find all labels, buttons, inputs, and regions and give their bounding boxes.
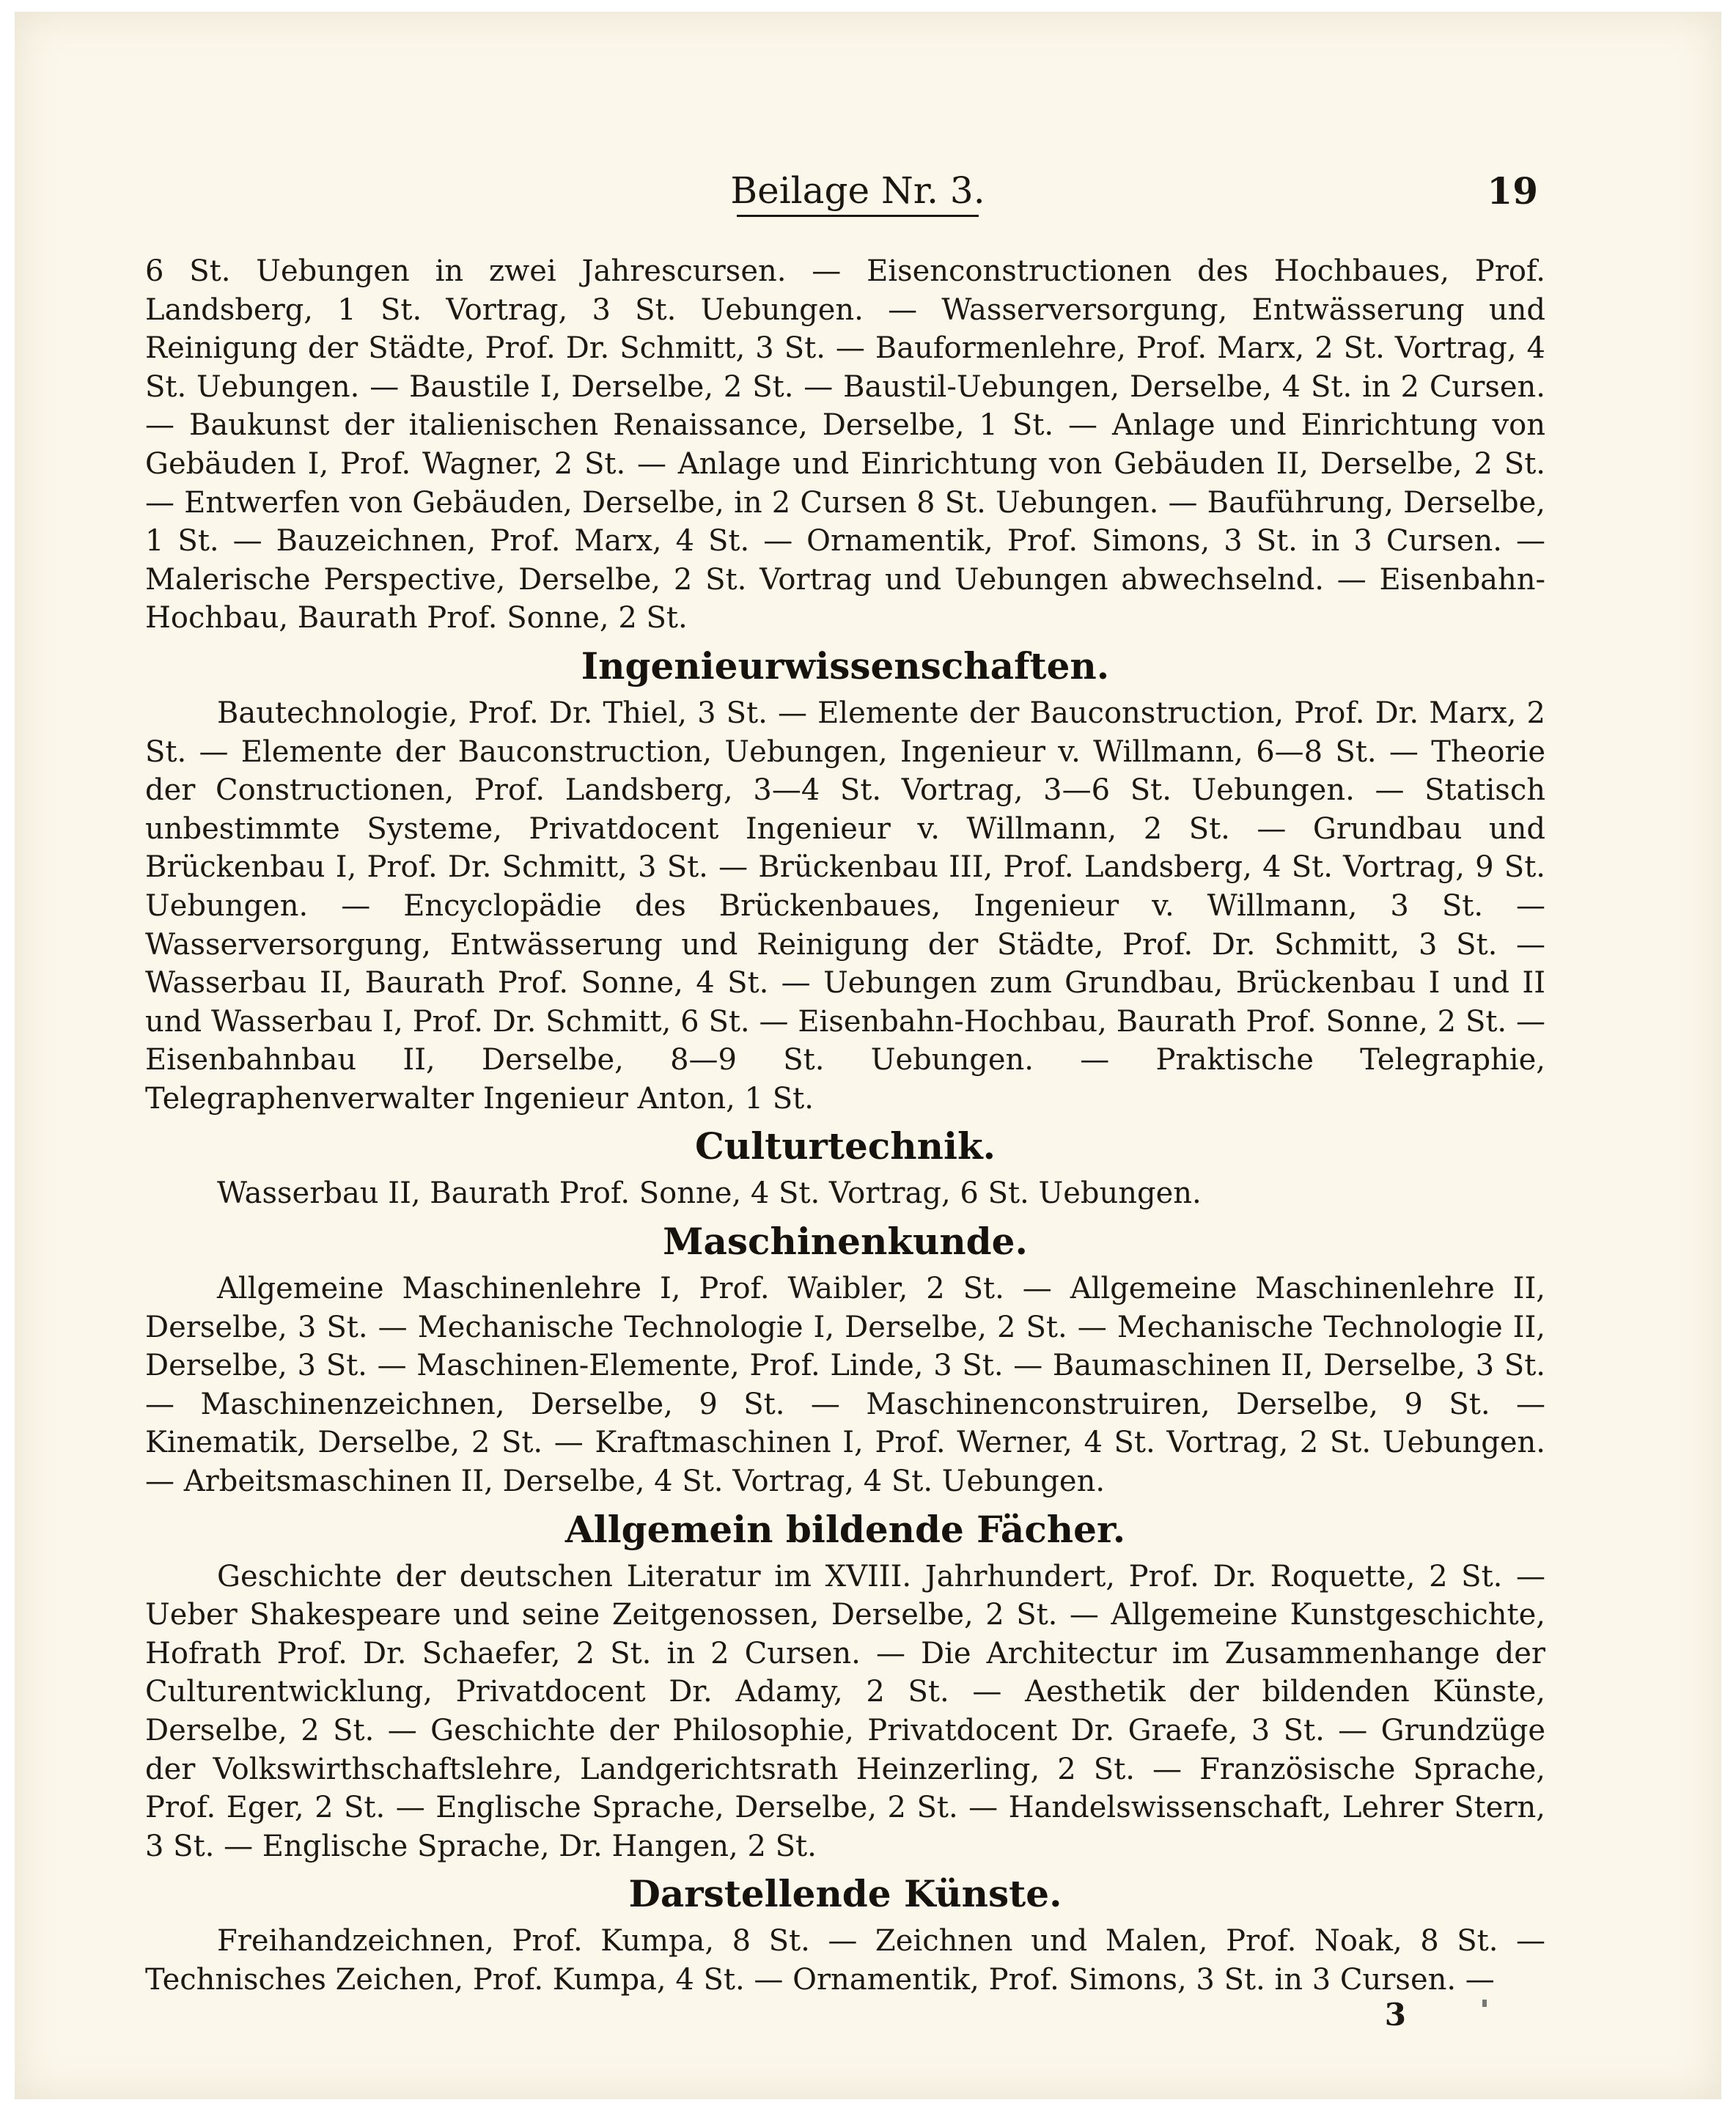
paragraph-maschinenkunde: Allgemeine Maschinenlehre I, Prof. Waibler, 2 St. — Allgemeine Maschinenlehre II, Derselbe, 3 St. — Mechanische Technologie I, Derselbe, 2 St. — Mechanische Technologie II, Derselbe, 3 St. — Maschinen-Elemente, Prof. Linde, 3 St. — Baumaschinen II, Derselbe, 3 St. — Maschinenzeichnen, Derselbe, 9 St. — Maschinenconstruiren, Derselbe, 9 St. — Kinematik, Derselbe, 2 St. — Kraftmaschinen I, Prof. Werner, 4 St. Vortrag, 2 St. Uebungen. — Arbeitsmaschinen II, Derselbe, 4 St. Vortrag, 4 St. Uebungen.: [145, 1272, 1545, 1499]
paragraph-allgemein-bildende-faecher: Geschichte der deutschen Literatur im XVIII. Jahrhundert, Prof. Dr. Roquette, 2 St. — Ueber Shakespeare und seine Zeitgenossen, Derselbe, 2 St. — Allgemeine Kunstgeschichte, Hofrath Prof. Dr. Schaefer, 2 St. in 2 Cursen. — Die Architectur im Zusammenhange der Culturentwicklung, Privatdocent Dr. Adamy, 2 St. — Aesthetik der bildenden Künste, Derselbe, 2 St. — Geschichte der Philosophie, Privatdocent Dr. Graefe, 3 St. — Grundzüge der Volkswirthschaftslehre, Landgerichtsrath Heinzerling, 2 St. — Französische Sprache, Prof. Eger, 2 St. — Englische Sprache, Derselbe, 2 St. — Handelswissenschaft, Lehrer Stern, 3 St. — Englische Sprache, Dr. Hangen, 2 St.: [145, 1559, 1545, 1863]
paragraph-architecture-continued: 6 St. Uebungen in zwei Jahrescursen. — Eisenconstructionen des Hochbaues, Prof. Landsberg, 1 St. Vortrag, 3 St. Uebungen. — Wasserversorgung, Entwässerung und Reinigung der Städte, Prof. Dr. Schmitt, 3 St. — Bauformenlehre, Prof. Marx, 2 St. Vortrag, 4 St. Uebungen. — Baustile I, Derselbe, 2 St. — Baustil-Uebungen, Derselbe, 4 St. in 2 Cursen. — Baukunst der italienischen Renaissance, Derselbe, 1 St. — Anlage und Einrichtung von Gebäuden I, Prof. Wagner, 2 St. — Anlage und Einrichtung von Gebäuden II, Derselbe, 2 St. — Entwerfen von Gebäuden, Derselbe, in 2 Cursen 8 St. Uebungen. — Bauführung, Derselbe, 1 St. — Bauzeichnen, Prof. Marx, 4 St. — Ornamentik, Prof. Simons, 3 St. in 3 Cursen. — Malerische Perspective, Derselbe, 2 St. Vortrag und Uebungen abwechselnd. — Eisenbahn-Hochbau, Baurath Prof. Sonne, 2 St.: [145, 254, 1545, 635]
paragraph-darstellende-kuenste: Freihandzeichnen, Prof. Kumpa, 8 St. — Zeichnen und Malen, Prof. Noak, 8 St. — Technisches Zeichen, Prof. Kumpa, 4 St. — Ornamentik, Prof. Simons, 3 St. in 3 Cursen. —: [145, 1924, 1545, 1997]
section-heading-ingenieurwissenschaften: Ingenieurwissenschaften.: [581, 644, 1110, 688]
body-text: [145, 252, 1545, 2000]
section-heading-allgemein-bildende-faecher: Allgemein bildende Fächer.: [564, 1507, 1126, 1551]
section-heading-culturtechnik: Culturtechnik.: [694, 1124, 996, 1168]
paragraph-ingenieurwissenschaften: Bautechnologie, Prof. Dr. Thiel, 3 St. — Elemente der Bauconstruction, Prof. Dr. Marx, 2 St. — Elemente der Bauconstruction, Uebungen, Ingenieur v. Willmann, 6—8 St. — Theorie der Constructionen, Prof. Landsberg, 3—4 St. Vortrag, 3—6 St. Uebungen. — Statisch unbestimmte Systeme, Privatdocent Ingenieur v. Willmann, 2 St. — Grundbau und Brückenbau I, Prof. Dr. Schmitt, 3 St. — Brückenbau III, Prof. Landsberg, 4 St. Vortrag, 9 St. Uebungen. — Encyclopädie des Brückenbaues, Ingenieur v. Willmann, 3 St. — Wasserversorgung, Entwässerung und Reinigung der Städte, Prof. Dr. Schmitt, 3 St. — Wasserbau II, Baurath Prof. Sonne, 4 St. — Uebungen zum Grundbau, Brückenbau I und II und Wasserbau I, Prof. Dr. Schmitt, 6 St. — Eisenbahn-Hochbau, Baurath Prof. Sonne, 2 St. — Eisenbahnbau II, Derselbe, 8—9 St. Uebungen. — Praktische Telegraphie, Telegraphenverwalter Ingenieur Anton, 1 St.: [145, 696, 1545, 1116]
section-heading-darstellende-kuenste: Darstellende Künste.: [628, 1872, 1062, 1916]
running-title: Beilage Nr. 3.: [730, 169, 985, 212]
ink-speck: [1482, 2000, 1487, 2007]
signature-mark: 3: [1384, 1997, 1406, 2033]
running-title-rule: [737, 215, 979, 217]
paragraph-culturtechnik: Wasserbau II, Baurath Prof. Sonne, 4 St. Vortrag, 6 St. Uebungen.: [217, 1176, 1202, 1211]
section-heading-maschinenkunde: Maschinenkunde.: [663, 1220, 1028, 1264]
page-number: 19: [1487, 169, 1538, 213]
running-head: [711, 169, 1004, 217]
document-page: [15, 12, 1721, 2099]
